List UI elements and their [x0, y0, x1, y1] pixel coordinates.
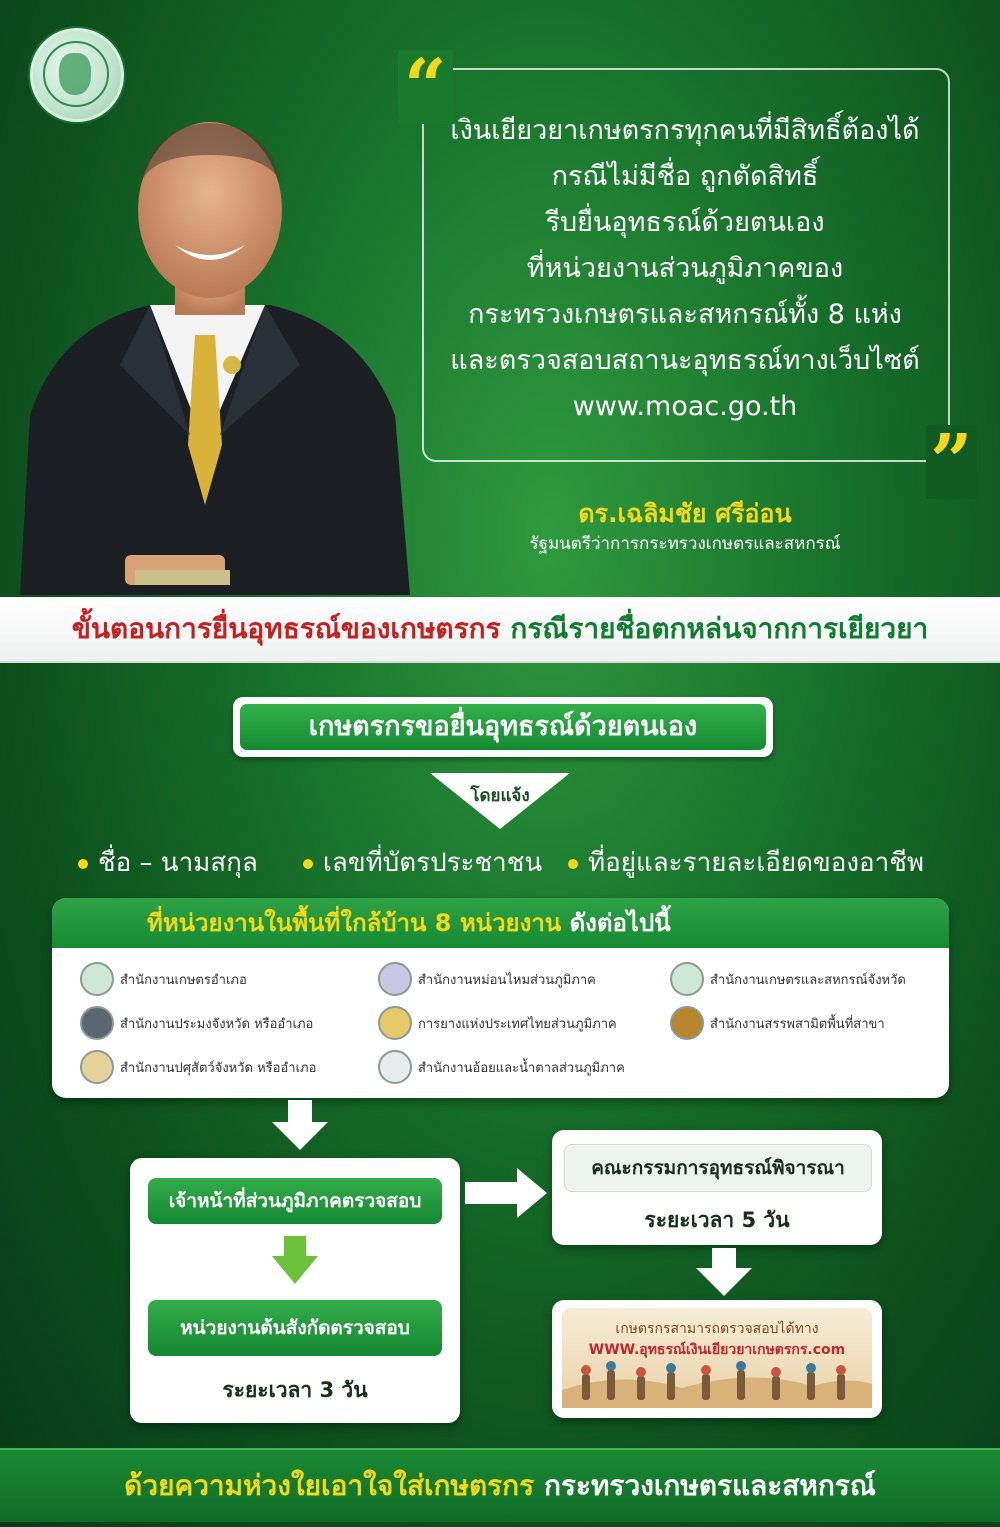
- banner-subtitle: กรณีรายชื่อตกหล่นจากการเยียวยา: [510, 612, 929, 645]
- committee-card: [552, 1130, 882, 1245]
- down-arrow-icon: [272, 1100, 328, 1150]
- footer-slogan: ด้วยความห่วงใยเอาใจใส่เกษตรกร: [124, 1469, 535, 1502]
- livestock-office-logo-icon: [80, 1050, 114, 1084]
- committee-duration: ระยะเวลา 5 วัน: [644, 1208, 790, 1232]
- online-check-banner: [562, 1308, 872, 1408]
- author-title: รัฐมนตรีว่าการกระทรวงเกษตรและสหกรณ์: [529, 534, 841, 554]
- farmers-illustration: [562, 1360, 872, 1408]
- author-name: ดร.เฉลิมชัย ศรีอ่อน: [578, 499, 792, 528]
- ministry-seal-icon: [30, 28, 124, 122]
- sericulture-office-logo-icon: [378, 962, 412, 996]
- agency-duration: ระยะเวลา 3 วัน: [222, 1378, 368, 1402]
- excise-office-logo-icon: [670, 1006, 704, 1040]
- footer-banner: [0, 1448, 1000, 1522]
- agency-check-step: หน่วยงานต้นสังกัดตรวจสอบ: [148, 1300, 442, 1356]
- open-quote-mark: “: [398, 50, 453, 124]
- title-banner: [0, 597, 1000, 663]
- bullet-dot-icon: [303, 859, 313, 869]
- online-check-text: เกษตรกรสามารถตรวจสอบได้ทาง: [615, 1321, 819, 1337]
- minister-portrait: [0, 115, 420, 595]
- left-flow-card: [130, 1158, 460, 1423]
- quote-line: เงินเยียวยาเกษตรกรทุกคนที่มีสิทธิ์ต้องได้: [450, 115, 920, 146]
- bullet-dot-icon: [568, 859, 578, 869]
- provincial-agri-office-logo-icon: [670, 962, 704, 996]
- rubber-authority-logo-icon: [378, 1006, 412, 1040]
- bullet-dot-icon: [78, 859, 88, 869]
- regional-check-step: เจ้าหน้าที่ส่วนภูมิภาคตรวจสอบ: [148, 1178, 442, 1224]
- quote-line: กรณีไม่มีชื่อ ถูกตัดสิทธิ์: [551, 161, 819, 192]
- quote-line: ที่หน่วยงานส่วนภูมิภาคของ: [526, 253, 844, 284]
- offices-header-main: ที่หน่วยงานในพื้นที่ใกล้บ้าน 8 หน่วยงาน: [147, 909, 562, 937]
- by-informing-label: โดยแจ้ง: [470, 786, 530, 806]
- right-arrow-icon: [465, 1168, 547, 1218]
- required-info-list: [68, 842, 968, 882]
- close-quote-mark: ”: [926, 425, 977, 499]
- quote-line: กระทรวงเกษตรและสหกรณ์ทั้ง 8 แห่ง: [468, 299, 902, 330]
- quote-line: รีบยื่นอุทธรณ์ด้วยตนเอง: [545, 207, 825, 238]
- offices-header-suffix: ดังต่อไปนี้: [569, 909, 671, 937]
- quote-text: [440, 108, 930, 430]
- online-check-card: [552, 1300, 882, 1418]
- list-item: เลขที่บัตรประชาชน: [303, 842, 542, 883]
- footer-ministry: กระทรวงเกษตรและสหกรณ์: [543, 1469, 876, 1502]
- fisheries-office-logo-icon: [80, 1006, 114, 1040]
- agriculture-office-logo-icon: [80, 962, 114, 996]
- offices-header: [52, 898, 949, 948]
- self-file-label: เกษตรกรขอยื่นอุทธรณ์ด้วยตนเอง: [240, 704, 766, 750]
- online-check-url[interactable]: WWW.อุทธรณ์เงินเยียวยาเกษตรกร.com: [588, 1342, 846, 1358]
- self-file-step: [233, 697, 773, 757]
- green-down-arrow-icon: [272, 1236, 318, 1284]
- list-item: ชื่อ – นามสกุล: [78, 842, 258, 883]
- committee-step: คณะกรรมการอุทธรณ์พิจารณา: [564, 1144, 872, 1192]
- offices-panel: ที่หน่วยงานในพื้นที่ใกล้บ้าน 8 หน่วยงาน ดังต่อไปนี้ สำนักงานเกษตรอำเภอ สำนักงานประมงจังหวัด หรืออำเภอ สำนักงานปศุสัตว์จังหวัด หรืออำเภอ สำนักงานหม่อนไหมส่วนภูมิภาค การยางแห่งประเทศไทยส่วนภูมิภาค สำนักงานอ้อยและน้ำตาลส่วนภูมิภาค สำนักงานเกษตรและสหกรณ์จังหวัด สำนักงานสรรพสามิตพื้นที่สาขา: [52, 898, 949, 1098]
- quote-line: และตรวจสอบสถานะอุทธรณ์ทางเว็บไซต์: [450, 345, 920, 376]
- quote-website: www.moac.go.th: [572, 391, 798, 422]
- sugar-office-logo-icon: [378, 1050, 412, 1084]
- down-arrow-icon: [696, 1248, 752, 1296]
- banner-title: ขั้นตอนการยื่นอุทธรณ์ของเกษตรกร: [71, 612, 501, 645]
- list-item: ที่อยู่และรายละเอียดของอาชีพ: [568, 842, 924, 883]
